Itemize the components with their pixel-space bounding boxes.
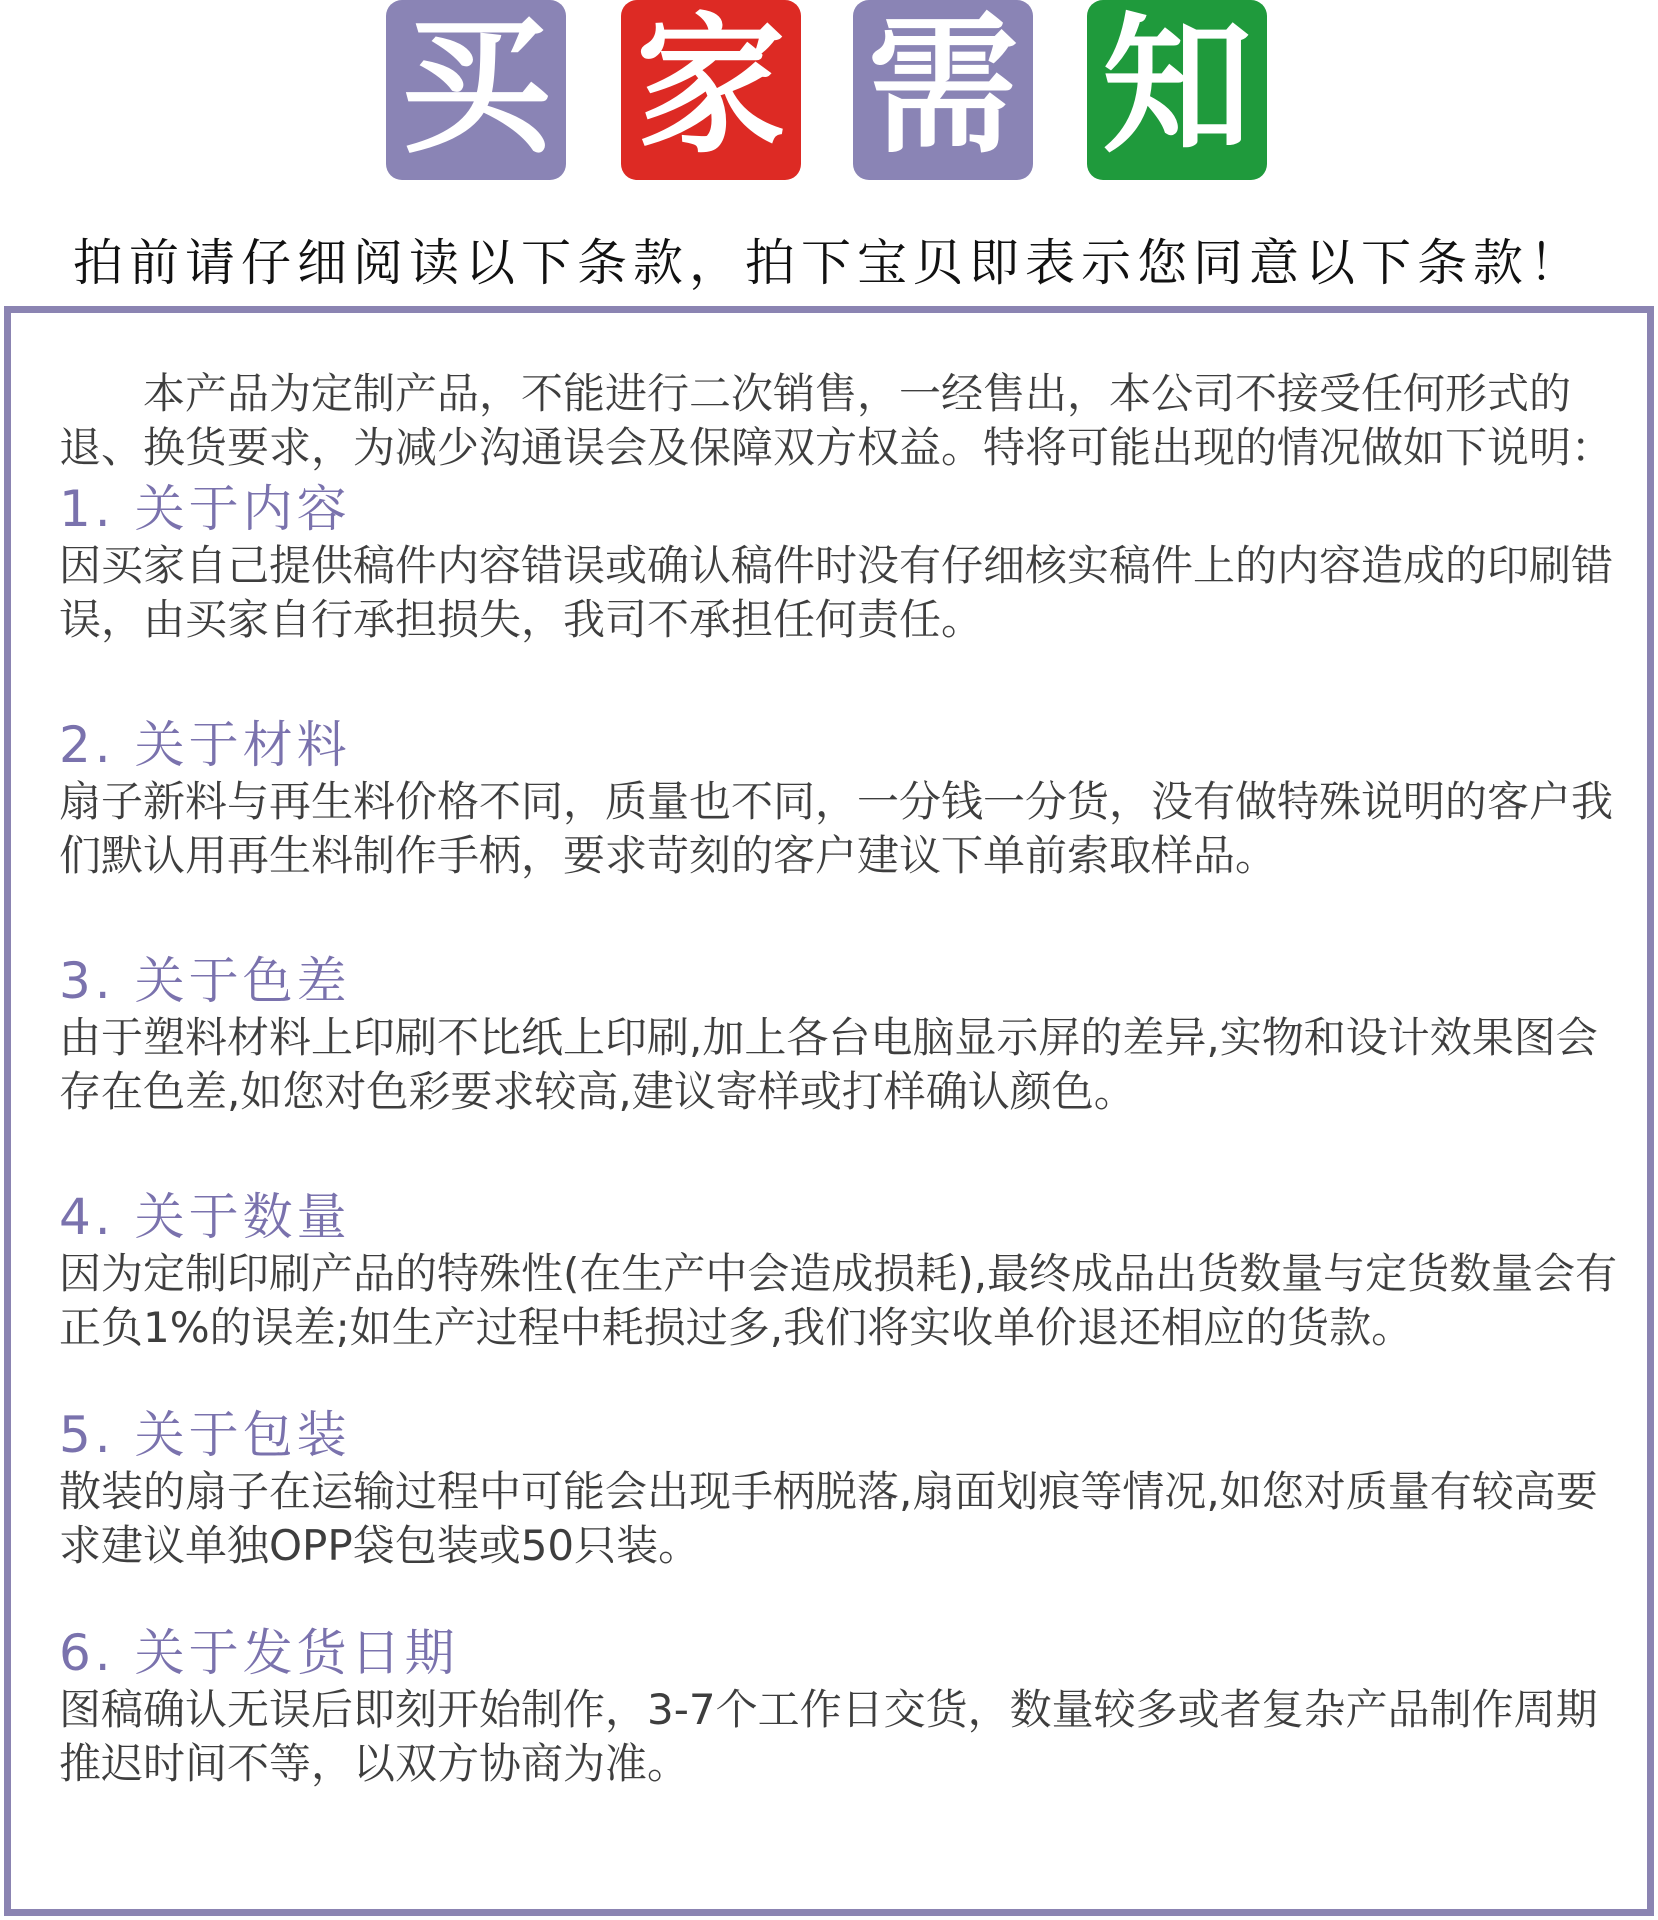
section-body: 图稿确认无误后即刻开始制作，3-7个工作日交货，数量较多或者复杂产品制作周期推迟时间不等，以双方协商为准。 <box>59 1685 1598 1788</box>
section-body: 因买家自己提供稿件内容错误或确认稿件时没有仔细核实稿件上的内容造成的印刷错误，由买家自行承担损失，我司不承担任何责任。 <box>59 541 1614 644</box>
title-banner <box>0 0 1658 182</box>
section-title: 3. 关于色差 <box>59 952 351 1010</box>
section-title: 4. 关于数量 <box>59 1188 351 1246</box>
section-title: 6. 关于发货日期 <box>59 1624 459 1682</box>
section-title: 1. 关于内容 <box>59 480 351 538</box>
section-delivery-date <box>59 1623 1627 1791</box>
title-tile-home: 家 <box>621 0 801 180</box>
section-quantity <box>59 1187 1627 1355</box>
terms-panel <box>4 306 1654 1916</box>
section-title: 2. 关于材料 <box>59 716 351 774</box>
title-tile-know: 知 <box>1087 0 1267 180</box>
section-body: 由于塑料材料上印刷不比纸上印刷,加上各台电脑显示屏的差异,实物和设计效果图会存在色差,如您对色彩要求较高,建议寄样或打样确认颜色。 <box>59 1013 1598 1116</box>
terms-intro: 本产品为定制产品，不能进行二次销售，一经售出，本公司不接受任何形式的退、换货要求，为减少沟通误会及保障双方权益。特将可能出现的情况做如下说明： <box>59 369 1614 472</box>
title-tile-buy: 买 <box>386 0 566 180</box>
section-material <box>59 715 1627 883</box>
section-title: 5. 关于包装 <box>59 1406 351 1464</box>
section-packaging <box>59 1405 1627 1573</box>
section-body: 因为定制印刷产品的特殊性(在生产中会造成损耗),最终成品出货数量与定货数量会有正负1%的误差;如生产过程中耗损过多,我们将实收单价退还相应的货款。 <box>59 1249 1618 1352</box>
section-color-difference <box>59 951 1627 1119</box>
terms-content <box>59 367 1627 1791</box>
purchase-notice: 拍前请仔细阅读以下条款，拍下宝贝即表示您同意以下条款！ <box>73 234 1585 292</box>
section-content <box>59 479 1627 647</box>
section-body: 散装的扇子在运输过程中可能会出现手柄脱落,扇面划痕等情况,如您对质量有较高要求建议单独OPP袋包装或50只装。 <box>59 1467 1598 1570</box>
section-body: 扇子新料与再生料价格不同，质量也不同，一分钱一分货，没有做特殊说明的客户我们默认用再生料制作手柄，要求苛刻的客户建议下单前索取样品。 <box>59 777 1614 880</box>
title-tile-need: 需 <box>853 0 1033 180</box>
